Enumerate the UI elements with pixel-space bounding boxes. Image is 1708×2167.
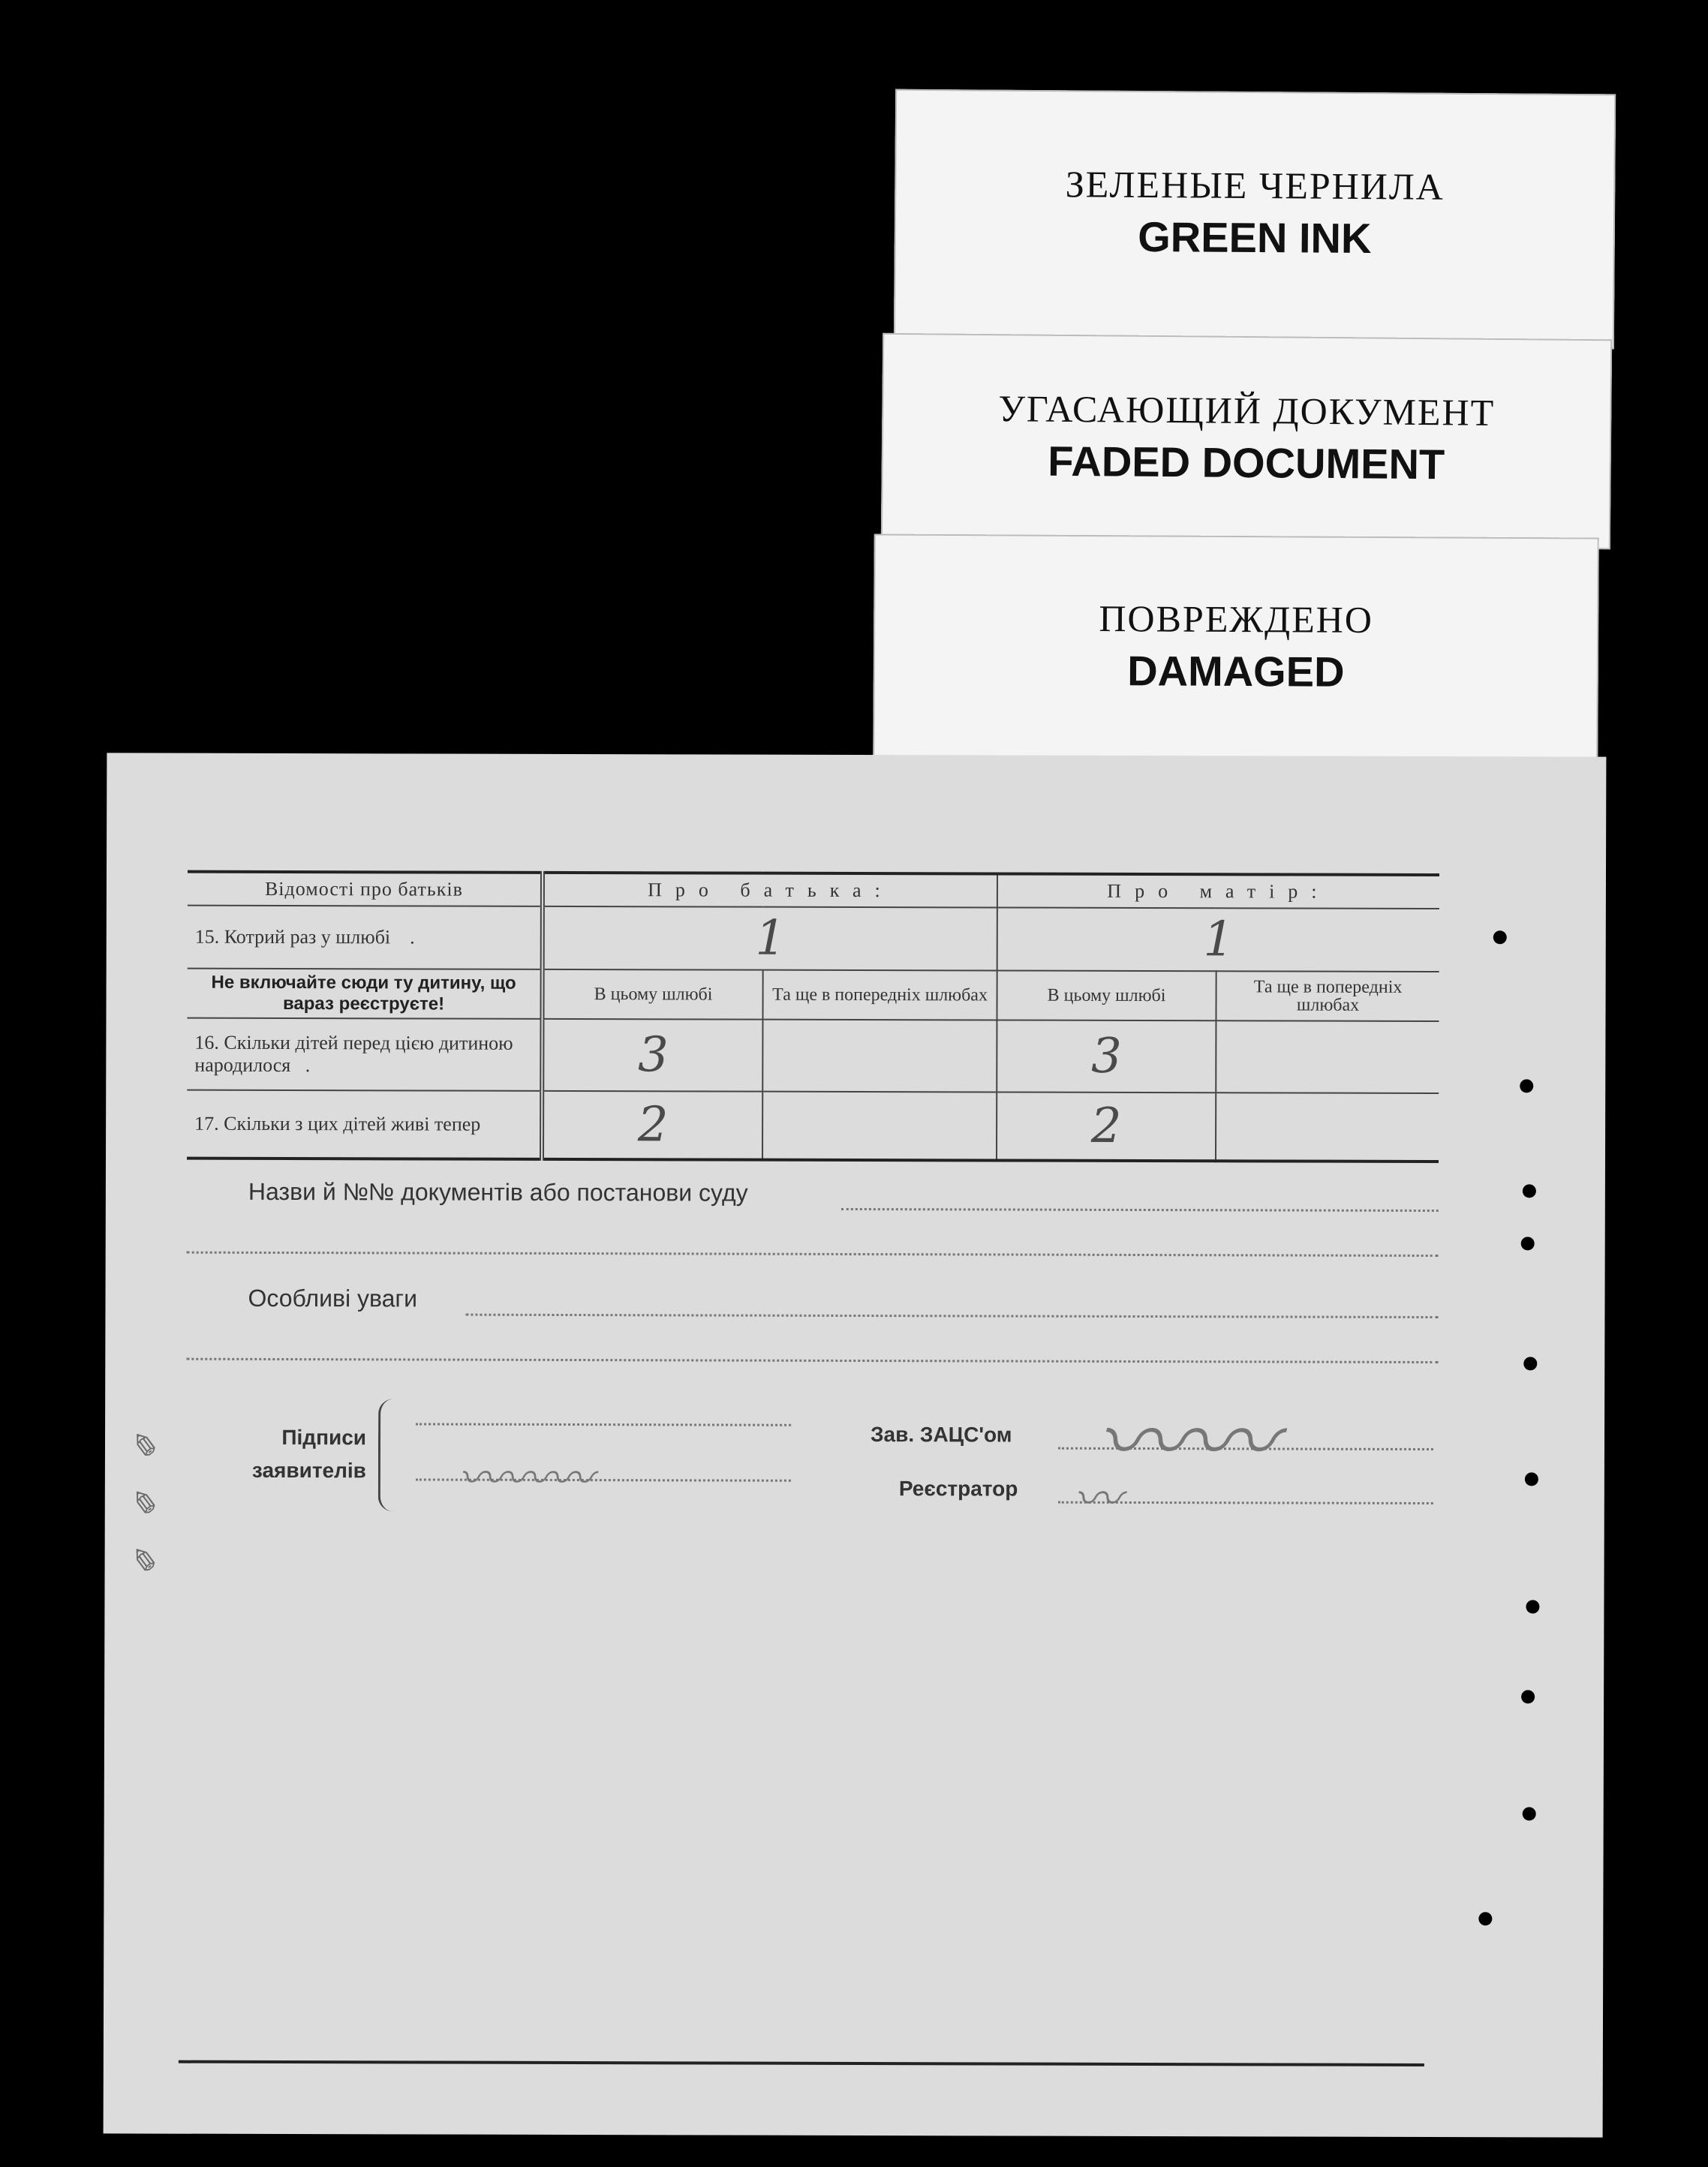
header-parents-info: Відомості про батьків <box>188 872 543 906</box>
q15-label: 15. Котрий раз у шлюбі . <box>188 906 543 969</box>
exclude-note: Не включайте сюди ту дитину, що вараз реєструєте! <box>187 969 542 1019</box>
signature-brace <box>378 1399 403 1511</box>
father-previous-head: Та ще в попередніх шлюбах <box>762 970 997 1020</box>
q16-mother-previous <box>1216 1020 1439 1093</box>
applicant-sign-line-1 <box>416 1423 791 1426</box>
registrar-label: Реєстратор <box>898 1477 1018 1501</box>
header-mother: Про матір: <box>997 873 1439 909</box>
table-row <box>187 1090 1439 1162</box>
card-ru-text: ПОВРЕЖДЕНО <box>1099 597 1374 641</box>
card-ru-text: ЗЕЛЕНЫЕ ЧЕРНИЛА <box>1065 163 1445 208</box>
remarks-line-2 <box>186 1358 1438 1363</box>
head-label: Зав. ЗАЦС'ом <box>870 1423 1012 1447</box>
q16-father-previous <box>762 1020 997 1093</box>
punch-hole <box>1525 1472 1538 1486</box>
punch-hole <box>1493 930 1507 944</box>
punch-hole <box>1521 1237 1535 1250</box>
damaged-card <box>873 533 1599 762</box>
q15-father-value: 1 <box>543 906 997 971</box>
mother-this-marriage-head: В цьому шлюбі <box>997 970 1216 1020</box>
registrar-signature: 〰 <box>1072 1471 1121 1528</box>
registry-form-sheet <box>104 753 1607 2137</box>
punch-hole <box>1526 1600 1539 1613</box>
punch-hole <box>1523 1357 1537 1370</box>
applicant-signature: 〰〰〰 <box>457 1452 593 1506</box>
punch-hole <box>1523 1807 1536 1820</box>
q17-father-previous <box>762 1092 997 1161</box>
applicants-signatures-label: Підписи заявителів <box>251 1426 367 1483</box>
punch-hole <box>1521 1690 1535 1703</box>
documents-line-2 <box>187 1252 1439 1257</box>
card-en-text: GREEN INK <box>1138 212 1372 263</box>
card-ru-text: УГАСАЮЩИЙ ДОКУМЕНТ <box>998 387 1496 434</box>
mother-previous-head: Та ще в попередніх шлюбах <box>1216 971 1439 1021</box>
table-row <box>188 906 1439 972</box>
q15-mother-value: 1 <box>997 907 1439 972</box>
q16-label: 16. Скільки дітей перед цією дитиною народилося . <box>187 1018 542 1091</box>
q17-father-value: 2 <box>542 1091 762 1160</box>
documents-line <box>841 1208 1439 1212</box>
punch-hole <box>1520 1079 1533 1093</box>
card-en-text: FADED DOCUMENT <box>1048 437 1445 488</box>
remarks-line <box>465 1314 1438 1318</box>
q17-mother-previous <box>1216 1093 1439 1162</box>
remarks-label: Особливі уваги <box>248 1284 418 1312</box>
documents-label: Назви й №№ документів або постанови суду <box>248 1177 748 1207</box>
punch-hole <box>1478 1912 1492 1925</box>
head-signature: 〰〰 <box>1095 1390 1276 1496</box>
q16-mother-value: 3 <box>997 1020 1216 1093</box>
faded-document-card <box>881 333 1612 549</box>
parents-info-table <box>187 870 1439 1163</box>
pencil-margin-note: ✎ ✎ ✎ <box>127 1420 169 1579</box>
punch-hole <box>1523 1184 1536 1198</box>
table-header-row <box>188 872 1439 909</box>
bottom-rule <box>179 2060 1424 2066</box>
q16-father-value: 3 <box>542 1019 762 1092</box>
card-en-text: DAMAGED <box>1127 647 1345 696</box>
q17-label: 17. Скільки з цих дітей живі тепер <box>187 1090 542 1159</box>
q17-mother-value: 2 <box>997 1092 1216 1161</box>
father-this-marriage-head: В цьому шлюбі <box>542 969 762 1020</box>
green-ink-card <box>894 89 1616 350</box>
header-father: Про батька: <box>543 873 997 908</box>
table-row <box>187 969 1439 1021</box>
table-row <box>187 1018 1439 1093</box>
